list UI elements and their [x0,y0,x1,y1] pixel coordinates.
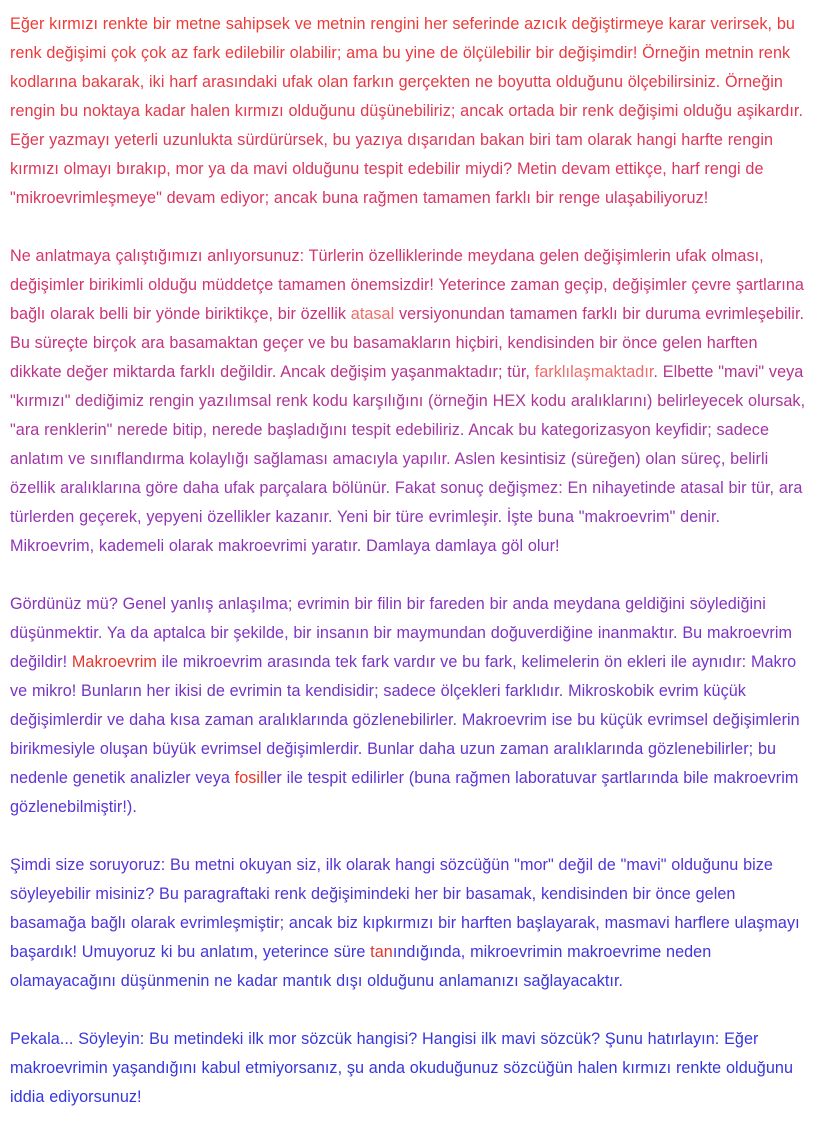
text-run: e de ölçülebi [426,44,519,62]
text-run: er bir basama [423,885,524,903]
text-run: rında gözlene [310,711,410,729]
text-run: roevrim ise b [492,711,587,729]
text-run: e evrimin ta [215,682,306,700]
text-run: ara türlerde [10,479,808,526]
text-run: u fark, kelim [471,653,560,671]
text-run: kların hiçbir [410,334,495,352]
text-run: n bir önce ge [585,334,681,352]
text-run: ve sınıfland [63,450,152,468]
text-run: (örneğin HEX [423,392,527,410]
text-run: dışarıdan bak [407,131,507,149]
text-run: ri farklıdır. [491,682,564,700]
text-run: alıklarında g [568,740,658,758]
text-run: aşmayı başard [10,914,805,961]
text-run: ğişimlerdir v [28,711,116,729]
text-run: ır: Makro ve m [10,653,801,700]
text-run: ta sürdürürse [218,131,316,149]
text-run: genetik anali [72,769,165,787]
text-run: bilir olabili [259,44,332,62]
text-run: ile makroevrim [692,769,799,787]
highlighted-word: il [256,769,264,787]
text-run: Damlaya damla [366,537,480,555]
text-run: ile m [156,653,197,671]
text-run: İşte buna "mak [506,508,616,526]
text-run: imi yaratır. [285,537,367,555]
text-run: ncak değişim [291,363,392,381]
text-run: düşünmektir. Y [10,624,117,642]
text-run: ndığını kabul [146,1059,241,1077]
text-run: ? Hangisi ilk [408,1030,497,1048]
text-run: ki bu anlatım [160,943,254,961]
text-run: ştir!). [100,798,137,816]
text-run: n geçerek, ye [65,508,164,526]
text-run: ufak olması, [670,247,764,265]
text-run: arına göre da [103,479,201,497]
text-run: ufak olan far [282,73,373,91]
text-run: arf rengi de [680,160,769,178]
text-run: , bu renk deği [10,15,800,62]
text-run: macıyla yapıl [341,450,438,468]
text-run: eğin rengin b [10,73,788,120]
text-run: riz. Ancak bu [442,421,537,439]
highlighted-word: laşmaktadır [570,363,654,381]
text-run: ; tür, [497,363,535,381]
text-run: ydi? Metin de [482,160,580,178]
text-run: değişmez: En [488,479,593,497]
highlighted-word: roevrim [102,653,157,671]
text-run: i harflere ul [666,914,748,932]
text-run: ir maymundan [382,624,491,642]
text-run: in birikmesiy [10,711,805,758]
text-run: , kademeli ol [89,537,182,555]
text-run: mavi" olduğun [626,856,730,874]
text-run: larak hangi ha [596,131,700,149]
text-run: Pe [10,1030,30,1048]
text-run: inanmaktır. [593,624,683,642]
text-run: i sözcüğün "m [431,856,534,874]
text-run: buna rağmen [317,189,423,207]
text-run: eri ile aynıd [647,653,732,671]
text-run: , yeterince s [253,943,342,961]
text-run: r; ama bu yin [331,44,427,62]
text-run: arar verirsek [676,15,768,33]
text-run: ediyor; ancak [220,189,318,207]
text-run: u karşılığını [338,392,424,410]
text-run: ır. Aslen kes [437,450,526,468]
text-run: "mikroevrimle [10,189,109,207]
text-run: evrimleşir. [423,508,507,526]
highlighted-word: fos [234,769,257,787]
text-run: enkte bir met [108,15,203,33]
text-run: en) olan süre [617,450,713,468]
text-run: yaşanmaktadır [391,363,498,381]
text-run: e zaman geçip [496,276,604,294]
text-run: G [10,595,23,613]
text-run: espit edebili [356,421,443,439]
text-run: değişimlerin [579,247,671,265]
text-run: ilirsiniz. Örn [666,73,753,91]
text-run: şimi çok çok [77,44,172,62]
text-run: irçok ara bas [101,334,196,352]
text-run: arak makroevr [181,537,286,555]
text-run: lara bölünür. [300,479,391,497]
text-run: Ne anlatmaya [10,247,116,265]
text-run: , şu anda oku [337,1059,437,1077]
text-run: or" değil de " [533,856,627,874]
text-run: doğuverdiğine [490,624,594,642]
text-run: u noktaya kad [69,102,171,120]
text-run: kkate değer m [22,363,127,381]
text-run: kategorizasyo [536,421,642,439]
text-run: n metnin renk [691,44,795,62]
text-run: bir anda meyd [489,595,594,613]
text-run: ına bağlı olar [10,276,809,323]
text-run: dar mantık dı [254,972,350,990]
text-run: lduğunu ölçeb [565,73,667,91]
text-run: msal renk kod [236,392,339,410]
text-run: aşikardır. Eğ [10,102,808,149]
text-run: ğişimindeki h [329,885,424,903]
text-run: ya göl olur! [479,537,560,555]
text-run: inde azıcık d [488,15,581,33]
text-run: bir önce gel [627,885,718,903]
text-run: ayacağını düş [45,972,147,990]
text-run: gözlenebilmi [10,769,804,816]
text-run: eki ilk mor s [222,1030,310,1048]
text-run: iktarda farkl [126,363,211,381]
text-run: ftaki renk de [239,885,330,903]
highlighted-word: atasal [350,305,395,323]
text-run: ördünüz mü? Ge [22,595,145,613]
text-run: a bir renk de [545,102,637,120]
text-run: amaktan geçer [195,334,304,352]
text-run: rin" nerede b [88,421,182,439]
text-run: e metnin reng [302,15,403,33]
text-run: ğişimi olduğu [636,102,737,120]
text-run: z: Bu metni o [152,856,249,874]
text-run: Eğer kırmızı r [10,15,109,33]
text-run: mamen önemsiz [291,276,412,294]
text-run: lik [330,305,351,323]
text-run: aman aralıkla [212,711,311,729]
text-run: ikroevrim ara [196,653,291,671]
text-run: pyeni özellik [163,508,253,526]
text-run: k olarak hang [333,856,432,874]
text-run: in: Bu metind [127,1030,223,1048]
text-run: yönde birikti [155,305,244,323]
text-run: me neden olam [10,943,717,990]
text-run: sel değişimler [687,711,788,729]
text-run: sında tek far [290,653,381,671]
text-run: bilirler. Mak [409,711,493,729]
text-run: Mikroskobik [563,682,659,700]
text-run: le oluşan büy [82,740,179,758]
text-run: : Türlerin öz [299,247,386,265]
text-run: ıpkırmızı bir [370,914,457,932]
text-run: i, kendisinde [494,334,586,352]
text-run: Bunlar daha [362,740,460,758]
text-run: (buna rağmen [404,769,511,787]
text-run: ya da mavi o [203,160,302,178]
text-run: nihayetinde at [592,479,694,497]
text-run: rengin yazılı [148,392,237,410]
paragraph-4 [10,851,807,996]
text-run: ğün halen kır [545,1059,641,1077]
text-run: ç, belirli öz [10,450,773,497]
text-run: ellik aralıkl [27,479,104,497]
text-run: eğişimlerdir. [275,740,363,758]
text-run: söylediğini [684,595,771,613]
text-run: laşılma; evri [236,595,324,613]
text-run: ini her sefer [402,15,489,33]
text-run: ünmenin ne ka [146,972,255,990]
text-run: ındığı [392,943,434,961]
text-run: en basamağa b [10,885,741,932]
text-run: özcük hangisi [309,1030,409,1048]
text-run: kala... Söyley [29,1030,128,1048]
text-run: nlamanızı sağ [448,972,550,990]
text-run: Bu süreçte b [10,305,809,352]
text-run: yecek olursak [700,392,801,410]
text-run: ne sahipsek v [202,15,303,33]
text-run: duğunuz sözcü [436,1059,546,1077]
text-run: ayarak, masmav [546,914,667,932]
text-run: ı değildir. A [210,363,292,381]
text-run: vrimleşebilir. [714,305,805,323]
text-run: ediyorsunuz! [44,1088,142,1106]
text-run: mavi sözcük? [496,1030,601,1048]
text-run: üre [341,943,371,961]
text-run: ; ancak ortad [450,102,546,120]
text-run: adece anlatım [10,421,774,468]
text-run: . [653,363,663,381]
text-run: min bir filin [323,595,402,613]
text-run: er yazmayı ye [29,131,132,149]
text-run: düşünebiliriz [360,102,451,120]
text-run: anlıyorsunuz [202,247,300,265]
text-run: ük evrimsel d [178,740,276,758]
text-run: bir duruma e [617,305,715,323]
text-run: nda, mikroevr [433,943,533,961]
text-run: u küçük evrim [586,711,688,729]
text-run: rsiyonundan t [416,305,515,323]
text-run: e daha kısa z [115,711,213,729]
text-run: t edebilir mi [398,160,483,178]
text-run: laşabiliyoruz! [614,189,709,207]
text-run: len harften di [10,334,763,381]
text-run: k vardır ve b [380,653,472,671]
text-run: f arasındaki [192,73,282,91]
text-run: amamen farklı [514,305,618,323]
text-run: şartlarında b [601,769,693,787]
paragraph-1 [10,10,807,213]
text-run: Bu makroevrim [682,624,793,642]
text-run: rfte rengin k [10,131,778,178]
text-run: rikimli olduğ [101,276,189,294]
text-run: lir bir değiş [518,44,598,62]
text-run: terli uzunluk [131,131,219,149]
text-run: ık! Umuyoruz [59,943,161,961]
text-run: itip, nerede [181,421,268,439]
text-run: başladığını t [267,421,357,439]
text-run: elerin ön ekl [559,653,648,671]
text-run: değildir! [10,624,797,671]
text-run: eğiştirmeye k [580,15,677,33]
text-run: lduğunu tespi [301,160,399,178]
text-run: az fark edile [171,44,260,62]
text-run: ; ancak biz k [279,914,371,932]
text-run: kendisidir; s [305,682,392,700]
text-run: intisiz (süreğ [525,450,618,468]
text-run: kodu aralıkl [526,392,615,410]
text-run: k, bu yazıya [315,131,408,149]
text-run: kodlarına bak [10,73,109,91]
text-run: etmiyorsanız [240,1059,338,1077]
text-run: Elbette "mavi" [662,363,765,381]
text-run: bırakıp, mor [111,160,204,178]
text-run: uzun zaman ar [459,740,569,758]
text-run: roevrim" deni [615,508,711,526]
text-run: ve [394,305,417,323]
text-run: bir şekilde, [210,624,294,642]
text-run: a da aptalca [116,624,211,642]
text-run: ne boyutta o [470,73,566,91]
text-run: ikro! Bunları [45,682,133,700]
text-run: imin makroevri [532,943,639,961]
text-run: , değişimler [603,276,692,294]
text-run: ak belli bir [77,305,156,323]
text-run: an biri tam o [506,131,597,149]
text-run: asal bir tür, [693,479,775,497]
text-run: r. Mikroevrim [10,508,725,555]
text-run: u bize söyley [10,856,778,903]
text-run: ağlı olarak e [99,914,190,932]
text-run: meydana gelen [467,247,580,265]
text-run: arak, iki har [108,73,193,91]
text-run: vrimleşmiştir [189,914,280,932]
text-run: ana geldiğini [593,595,685,613]
text-run: z? Bu paragra [137,885,240,903]
text-run: ve bu basama [303,334,411,352]
text-run: nel yanlış an [144,595,237,613]
text-run: özlenebilirle [657,740,744,758]
text-run: kın gerçekten [372,73,471,91]
text-run: harften başl [456,914,547,932]
text-run: veya "kırmız [10,363,809,410]
text-run: ha ufak parça [200,479,301,497]
text-run: ı bir renge u [526,189,615,207]
text-run: Fakat sonuç [390,479,489,497]
text-run: mızı renkte o [640,1059,736,1077]
text-run: n keyfidir; s [641,421,725,439]
text-run: ebilir misini [56,885,138,903]
text-run: şı olduğunu a [349,972,448,990]
text-run: kçe, bir özel [243,305,331,323]
text-run: ar halen kırm [170,102,267,120]
text-run: tamamen farkl [422,189,527,207]
highlighted-word: Mak [71,653,103,671]
text-run: çalıştığımızı [115,247,203,265]
text-run: laboratuvar [510,769,602,787]
text-run: ı" dediğimiz [60,392,149,410]
text-run: dir! Yeterinc [411,276,497,294]
text-run: adece ölçekle [391,682,492,700]
text-run: ler ile tes [263,769,330,787]
text-run: zler veya [164,769,235,787]
highlighted-word: tan [370,943,393,961]
text-run: imdir! Örneği [597,44,692,62]
text-run: ı sağlaması a [244,450,342,468]
text-run: lduğunu iddia [10,1059,798,1106]
text-run: şmeye" devam [108,189,221,207]
text-run: vam ettikçe, h [579,160,681,178]
paragraph-3 [10,590,807,822]
highlighted-word: farklı [534,363,571,381]
text-run: pit edilirler [329,769,405,787]
text-run: ızı olduğunu [266,102,361,120]
text-run: layacaktır. [549,972,624,990]
text-run: k, kendisinden [523,885,628,903]
paragraph-2 [10,242,810,561]
text-run: çevre şartlar [691,276,782,294]
text-run: Şimdi [10,856,56,874]
text-run: u müddetçe ta [188,276,292,294]
text-run: Şunu hatırla [600,1030,694,1048]
text-run: kuyan siz, il [248,856,334,874]
text-run: bir fareden [401,595,490,613]
text-run: arını) belirle [614,392,701,410]
text-run: ırmızı olmayı [18,160,112,178]
text-run: roevrimin yaşa [40,1059,147,1077]
text-run: ler kazanır. [252,508,337,526]
text-run: ırma kolaylığ [151,450,245,468]
text-run: n her ikisi d [132,682,216,700]
text-run: yın: Eğer mak [10,1030,764,1077]
text-run: r; bu nedenle [10,740,781,787]
paragraph-5 [10,1025,807,1112]
text-run: elliklerinde [385,247,468,265]
text-run: size soruyoru [55,856,153,874]
text-run: Yeni bir türe [337,508,424,526]
text-run: değişimler bi [10,247,769,294]
text-run: , "ara renkle [10,392,810,439]
text-run: bir insanın b [293,624,383,642]
text-run: evrim küçük de [10,682,751,729]
